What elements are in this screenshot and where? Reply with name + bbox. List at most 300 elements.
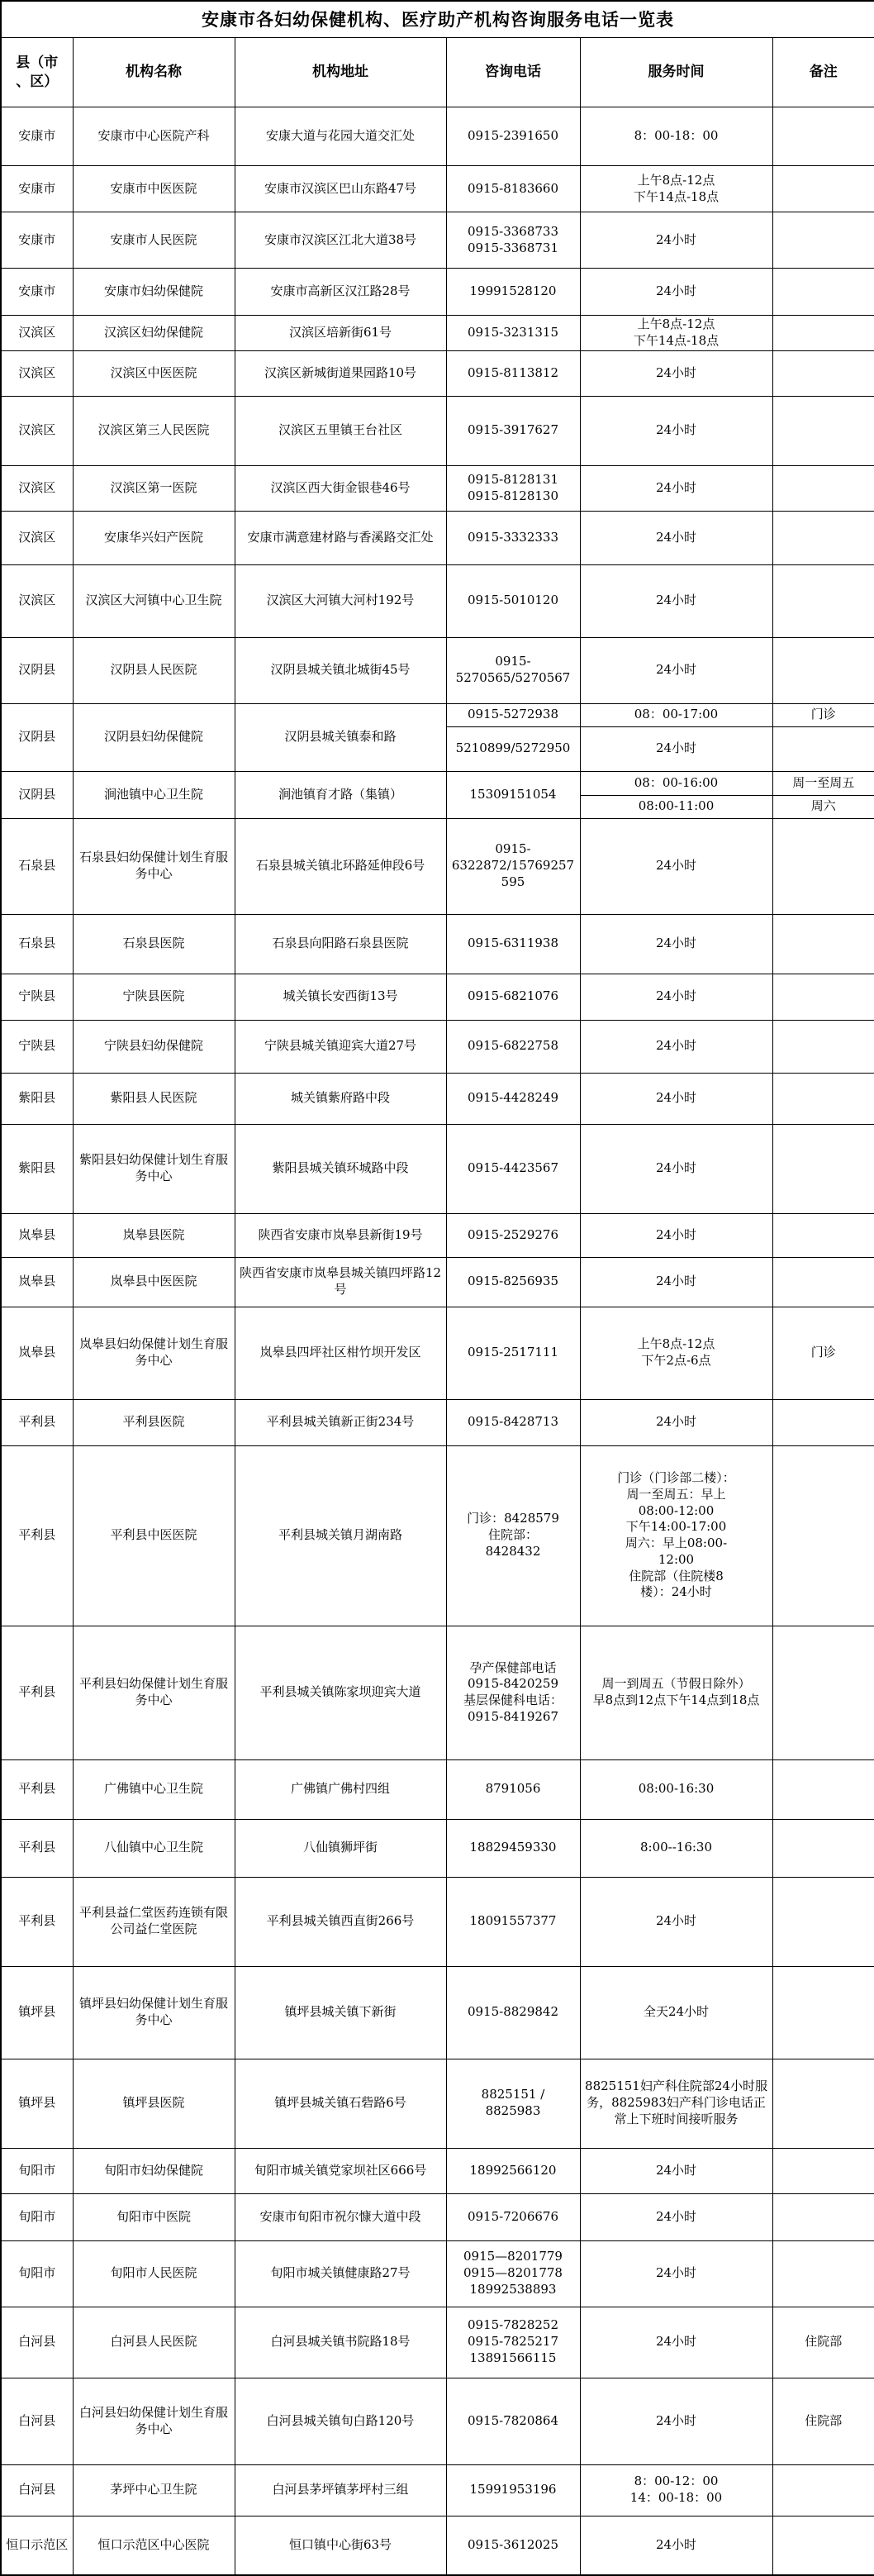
cell-service-time [580, 511, 772, 564]
cell-line: 周一至周五：早上 [626, 1486, 726, 1502]
cell-remark [772, 1877, 874, 1966]
cell-remark [772, 2516, 874, 2575]
cell-service-time [580, 818, 772, 914]
cell-service-time [580, 465, 772, 511]
cell-institution-name: 恒口示范区中心医院 [73, 2516, 235, 2575]
cell-address: 广佛镇广佛村四组 [235, 1759, 446, 1819]
cell-county: 汉滨区 [1, 350, 73, 396]
cell-institution-name: 旬阳市妇幼保健院 [73, 2148, 235, 2193]
cell-institution-name: 镇坪县妇幼保健计划生育服务中心 [73, 1966, 235, 2059]
cell-institution-name: 涧池镇中心卫生院 [73, 771, 235, 818]
cell-institution-name: 汉滨区第三人民医院 [73, 396, 235, 465]
cell-address: 白河县城关镇书院路18号 [235, 2307, 446, 2378]
cell-line: 24小时 [655, 2536, 697, 2552]
table-row [1, 1626, 874, 1759]
cell-institution-name: 广佛镇中心卫生院 [73, 1759, 235, 1819]
cell-address: 旬阳市城关镇党家坝社区666号 [235, 2148, 446, 2193]
cell-line: 门诊（门诊部二楼）： [617, 1469, 735, 1485]
cell-institution-name: 石泉县医院 [73, 914, 235, 974]
cell-line: 周一到周五（节假日除外） [601, 1676, 751, 1692]
cell-phone [446, 1213, 580, 1257]
cell-service-time [580, 1819, 772, 1877]
cell-phone [446, 914, 580, 974]
cell-institution-name: 紫阳县妇幼保健计划生育服务中心 [73, 1124, 235, 1213]
table-row [1, 771, 874, 795]
cell-county: 平利县 [1, 1759, 73, 1819]
cell-address: 汉滨区新城街道果园路10号 [235, 350, 446, 396]
cell-county: 恒口示范区 [1, 2516, 73, 2575]
table-row [1, 564, 874, 637]
cell-county: 石泉县 [1, 818, 73, 914]
cell-line: 住院部： [487, 1527, 538, 1543]
table-row [1, 269, 874, 316]
cell-line: 8825983 [485, 2103, 541, 2119]
cell-county: 平利县 [1, 1626, 73, 1759]
cell-line: 5210899/5272950 [455, 740, 571, 756]
cell-phone [446, 1073, 580, 1124]
cell-remark [772, 1626, 874, 1759]
cell-address: 城关镇紫府路中段 [235, 1073, 446, 1124]
cell-county: 安康市 [1, 212, 73, 269]
cell-line: 15991953196 [469, 2482, 557, 2497]
cell-line: 8:00--16:30 [639, 1840, 713, 1855]
cell-line: 19991528120 [469, 283, 557, 299]
cell-county: 岚皋县 [1, 1307, 73, 1399]
cell-line: 18091557377 [469, 1913, 557, 1929]
cell-line: 24小时 [655, 529, 697, 545]
table-row [1, 818, 874, 914]
cell-line: 门诊：8428579 [467, 1511, 559, 1526]
cell-service-time [580, 1877, 772, 1966]
cell-remark: 周一至周五 [772, 771, 874, 795]
cell-line: 18829459330 [469, 1840, 557, 1855]
cell-service-time [580, 166, 772, 212]
cell-line: 0915-8256935 [467, 1274, 559, 1289]
cell-service-time [580, 1257, 772, 1307]
cell-line: 0915-3368731 [467, 240, 559, 255]
cell-institution-name: 岚皋县中医医院 [73, 1257, 235, 1307]
cell-county: 安康市 [1, 269, 73, 316]
cell-address: 安康市高新区汉江路28号 [235, 269, 446, 316]
cell-line: 24小时 [655, 2208, 697, 2224]
cell-remark [772, 2240, 874, 2307]
cell-phone [446, 1626, 580, 1759]
cell-remark [772, 564, 874, 637]
cell-address: 岚皋县四坪社区柑竹坝开发区 [235, 1307, 446, 1399]
cell-line: 24小时 [655, 662, 697, 678]
cell-address: 汉滨区大河镇大河村192号 [235, 564, 446, 637]
cell-line: 0915-8428713 [467, 1414, 559, 1430]
cell-institution-name: 安康华兴妇产医院 [73, 511, 235, 564]
cell-service-time [580, 2059, 772, 2148]
cell-institution-name: 安康市中心医院产科 [73, 107, 235, 166]
cell-line: 24小时 [655, 422, 697, 438]
cell-service-time [580, 637, 772, 703]
cell-service-time [580, 1020, 772, 1073]
table-row [1, 2378, 874, 2464]
cell-phone [446, 1020, 580, 1073]
cell-phone [446, 1445, 580, 1626]
cell-address: 汉滨区培新街61号 [235, 316, 446, 351]
cell-address: 恒口镇中心街63号 [235, 2516, 446, 2575]
cell-address: 涧池镇育才路（集镇） [235, 771, 446, 818]
cell-service-time [580, 396, 772, 465]
cell-line: 县（市 [16, 55, 59, 72]
column-header-phone: 咨询电话 [446, 38, 580, 107]
cell-service-time [580, 914, 772, 974]
cell-institution-name: 汉滨区第一医院 [73, 465, 235, 511]
cell-phone [446, 1877, 580, 1966]
cell-county: 汉滨区 [1, 511, 73, 564]
cell-address: 镇坪县城关镇下新街 [235, 1966, 446, 2059]
cell-line: 08:00-12:00 [638, 1502, 715, 1518]
cell-remark [772, 396, 874, 465]
table-row [1, 107, 874, 166]
cell-address: 汉阴县城关镇泰和路 [235, 703, 446, 771]
cell-service-time [580, 212, 772, 269]
cell-line: 0915-6821076 [467, 988, 559, 1004]
column-header-county [1, 38, 73, 107]
cell-county: 紫阳县 [1, 1073, 73, 1124]
cell-phone [446, 1966, 580, 2059]
cell-phone [446, 703, 580, 726]
cell-line: 0915-4423567 [467, 1160, 559, 1176]
cell-phone [446, 2059, 580, 2148]
cell-county: 镇坪县 [1, 2059, 73, 2148]
cell-address: 白河县城关镇旬白路120号 [235, 2378, 446, 2464]
cell-institution-name: 石泉县妇幼保健计划生育服务中心 [73, 818, 235, 914]
cell-line: 08:00-11:00 [638, 798, 715, 814]
table-row [1, 1759, 874, 1819]
cell-line: 08：00-17:00 [634, 707, 719, 722]
cell-service-time [580, 2307, 772, 2378]
cell-line: 0915-2391650 [467, 128, 559, 144]
cell-address: 安康市汉滨区巴山东路47号 [235, 166, 446, 212]
table-row [1, 2193, 874, 2240]
cell-line: 上午8点-12点 [637, 317, 715, 331]
title-row [1, 1, 874, 38]
cell-line: 24小时 [655, 2162, 697, 2178]
cell-address: 汉滨区五里镇王台社区 [235, 396, 446, 465]
cell-line: 下午14:00-17:00 [625, 1519, 727, 1535]
cell-service-time [580, 269, 772, 316]
cell-institution-name: 茅坪中心卫生院 [73, 2464, 235, 2516]
cell-address: 安康市汉滨区江北大道38号 [235, 212, 446, 269]
cell-line: 18992538893 [469, 2281, 557, 2297]
cell-line: 0915-6311938 [467, 936, 559, 951]
cell-phone [446, 2464, 580, 2516]
cell-line: 14：00-18：00 [629, 2490, 723, 2506]
cell-address: 陕西省安康市岚皋县城关镇四坪路12号 [235, 1257, 446, 1307]
cell-phone [446, 637, 580, 703]
cell-line: 8428432 [485, 1543, 541, 1559]
cell-address: 白河县茅坪镇茅坪村三组 [235, 2464, 446, 2516]
cell-phone [446, 2307, 580, 2378]
cell-remark [772, 1759, 874, 1819]
cell-remark [772, 1399, 874, 1445]
cell-phone [446, 166, 580, 212]
table-row [1, 316, 874, 351]
cell-line: 24小时 [655, 1414, 697, 1430]
cell-address: 平利县城关镇陈家坝迎宾大道 [235, 1626, 446, 1759]
cell-phone [446, 1399, 580, 1445]
table-row [1, 1877, 874, 1966]
cell-line: 24小时 [655, 364, 697, 380]
cell-service-time [580, 107, 772, 166]
cell-phone [446, 726, 580, 771]
cell-remark [772, 212, 874, 269]
cell-line: 8：00-18：00 [634, 128, 719, 144]
table-row [1, 350, 874, 396]
cell-phone [446, 396, 580, 465]
cell-line: 08：00-16:00 [634, 774, 719, 790]
cell-line: 0915-8419267 [467, 1708, 559, 1724]
cell-line: 15309151054 [469, 786, 557, 802]
cell-phone [446, 511, 580, 564]
cell-line: 24小时 [655, 936, 697, 951]
cell-institution-name: 汉滨区中医医院 [73, 350, 235, 396]
cell-address: 安康大道与花园大道交汇处 [235, 107, 446, 166]
cell-remark [772, 1966, 874, 2059]
cell-service-time [580, 771, 772, 795]
cell-address: 石泉县城关镇北环路延伸段6号 [235, 818, 446, 914]
cell-address: 安康市旬阳市祝尔慷大道中段 [235, 2193, 446, 2240]
cell-line: 0915-4428249 [467, 1090, 559, 1106]
cell-county: 汉滨区 [1, 465, 73, 511]
page-title: 安康市各妇幼保健机构、医疗助产机构咨询服务电话一览表 [1, 1, 874, 38]
cell-address: 平利县城关镇新正街234号 [235, 1399, 446, 1445]
cell-address: 旬阳市城关镇健康路27号 [235, 2240, 446, 2307]
cell-line: 24小时 [655, 740, 697, 756]
cell-line: 24小时 [655, 988, 697, 1004]
cell-remark [772, 316, 874, 351]
table-row [1, 2516, 874, 2575]
table-row [1, 1257, 874, 1307]
header-row [1, 38, 874, 107]
cell-address: 汉滨区西大街金银巷46号 [235, 465, 446, 511]
cell-line: 24小时 [655, 479, 697, 495]
cell-line: 周六：早上08:00- [625, 1536, 728, 1551]
cell-line: 8：00-12：00 [634, 2474, 719, 2489]
table-row [1, 465, 874, 511]
cell-service-time [580, 1124, 772, 1213]
cell-line: 孕产保健部电话 [469, 1659, 557, 1675]
cell-service-time [580, 726, 772, 771]
cell-line: 0915-3917627 [467, 422, 559, 438]
cell-phone [446, 2516, 580, 2575]
cell-line: 0915-7820864 [467, 2412, 559, 2428]
cell-institution-name: 平利县中医医院 [73, 1445, 235, 1626]
cell-institution-name: 白河县妇幼保健计划生育服务中心 [73, 2378, 235, 2464]
cell-line: 0915-7828252 [467, 2317, 559, 2333]
cell-service-time [580, 316, 772, 351]
cell-service-time [580, 2378, 772, 2464]
cell-county: 镇坪县 [1, 1966, 73, 2059]
cell-service-time [580, 1445, 772, 1626]
cell-line: 24小时 [655, 1274, 697, 1289]
cell-phone [446, 316, 580, 351]
table-row [1, 2148, 874, 2193]
cell-line: 基层保健科电话： [463, 1693, 563, 1708]
cell-county: 汉阴县 [1, 637, 73, 703]
table-row [1, 1020, 874, 1073]
cell-phone [446, 1759, 580, 1819]
cell-remark: 住院部 [772, 2378, 874, 2464]
cell-institution-name: 宁陕县妇幼保健院 [73, 1020, 235, 1073]
column-header-address: 机构地址 [235, 38, 446, 107]
cell-institution-name: 汉阴县妇幼保健院 [73, 703, 235, 771]
cell-remark [772, 974, 874, 1020]
cell-county: 岚皋县 [1, 1213, 73, 1257]
cell-remark: 周六 [772, 795, 874, 818]
cell-line: 0915-3231315 [467, 324, 559, 340]
cell-address: 紫阳县城关镇环城路中段 [235, 1124, 446, 1213]
cell-service-time [580, 564, 772, 637]
cell-address: 城关镇长安西街13号 [235, 974, 446, 1020]
cell-line: 0915-5272938 [467, 707, 559, 722]
cell-line: 24小时 [655, 2412, 697, 2428]
cell-service-time [580, 1626, 772, 1759]
cell-county: 旬阳市 [1, 2148, 73, 2193]
cell-address: 宁陕县城关镇迎宾大道27号 [235, 1020, 446, 1073]
cell-county: 平利县 [1, 1819, 73, 1877]
cell-institution-name: 旬阳市人民医院 [73, 2240, 235, 2307]
cell-line: 24小时 [655, 2265, 697, 2281]
table-row [1, 1966, 874, 2059]
cell-county: 石泉县 [1, 914, 73, 974]
cell-phone [446, 2378, 580, 2464]
cell-line: 24小时 [655, 231, 697, 247]
cell-line: 13891566115 [469, 2350, 557, 2365]
cell-phone [446, 974, 580, 1020]
cell-remark [772, 107, 874, 166]
cell-line: 0915-5010120 [467, 593, 559, 608]
cell-county: 宁陕县 [1, 1020, 73, 1073]
cell-line: 8791056 [485, 1781, 541, 1797]
cell-line: 0915—8201779 [463, 2249, 563, 2264]
cell-remark [772, 637, 874, 703]
table-row [1, 703, 874, 726]
cell-service-time [580, 2148, 772, 2193]
cell-remark [772, 2464, 874, 2516]
cell-line: 12:00 [658, 1551, 695, 1567]
table-row [1, 1399, 874, 1445]
table-row [1, 396, 874, 465]
cell-line: 0915-6322872/15769257595 [451, 841, 575, 889]
table-body [1, 38, 874, 2576]
cell-line: 上午8点-12点 [637, 1336, 715, 1352]
cell-phone [446, 212, 580, 269]
table-row [1, 166, 874, 212]
cell-line: 24小时 [655, 1226, 697, 1242]
cell-line: 0915-8128131 [467, 471, 559, 487]
cell-line: 8825151妇产科住院部24小时服务，8825983妇产科门诊电话正常上下班时间接听服务 [585, 2078, 767, 2126]
cell-address: 镇坪县城关镇石砦路6号 [235, 2059, 446, 2148]
cell-line: 住院部（住院楼8 [629, 1568, 724, 1583]
cell-service-time [580, 2240, 772, 2307]
cell-service-time [580, 2464, 772, 2516]
table-row [1, 1307, 874, 1399]
cell-line: 0915-8420259 [467, 1676, 559, 1692]
cell-county: 岚皋县 [1, 1257, 73, 1307]
cell-line: 24小时 [655, 1090, 697, 1106]
cell-county: 平利县 [1, 1877, 73, 1966]
cell-line: 24小时 [655, 1160, 697, 1176]
cell-service-time [580, 1073, 772, 1124]
table-row [1, 2464, 874, 2516]
cell-phone [446, 2148, 580, 2193]
cell-line: 24小时 [655, 593, 697, 608]
cell-remark [772, 166, 874, 212]
cell-county: 平利县 [1, 1399, 73, 1445]
cell-institution-name: 岚皋县医院 [73, 1213, 235, 1257]
column-header-remark: 备注 [772, 38, 874, 107]
cell-remark: 门诊 [772, 1307, 874, 1399]
cell-remark [772, 465, 874, 511]
cell-address: 安康市满意建材路与香溪路交汇处 [235, 511, 446, 564]
table-row [1, 511, 874, 564]
cell-service-time [580, 974, 772, 1020]
table-row [1, 1124, 874, 1213]
cell-phone [446, 1257, 580, 1307]
table-row [1, 1819, 874, 1877]
cell-institution-name: 平利县益仁堂医药连锁有限公司益仁堂医院 [73, 1877, 235, 1966]
cell-line: 0915-3368733 [467, 223, 559, 239]
table-row [1, 914, 874, 974]
cell-phone [446, 818, 580, 914]
cell-institution-name: 白河县人民医院 [73, 2307, 235, 2378]
cell-address: 平利县城关镇月湖南路 [235, 1445, 446, 1626]
cell-remark [772, 1073, 874, 1124]
cell-line: 24小时 [655, 1913, 697, 1929]
cell-county: 汉滨区 [1, 564, 73, 637]
cell-phone [446, 1124, 580, 1213]
cell-line: 、区） [16, 73, 59, 90]
cell-remark [772, 1213, 874, 1257]
cell-institution-name: 镇坪县医院 [73, 2059, 235, 2148]
cell-remark [772, 726, 874, 771]
cell-address: 汉阴县城关镇北城街45号 [235, 637, 446, 703]
cell-county: 紫阳县 [1, 1124, 73, 1213]
cell-line: 早8点到12点下午14点到18点 [592, 1693, 760, 1708]
cell-phone [446, 771, 580, 818]
cell-phone [446, 465, 580, 511]
cell-line: 24小时 [655, 1038, 697, 1054]
cell-phone [446, 107, 580, 166]
cell-institution-name: 岚皋县妇幼保健计划生育服务中心 [73, 1307, 235, 1399]
cell-remark [772, 2148, 874, 2193]
cell-line: 0915—8201778 [463, 2265, 563, 2281]
cell-address: 平利县城关镇西直街266号 [235, 1877, 446, 1966]
cell-county: 白河县 [1, 2307, 73, 2378]
cell-institution-name: 安康市妇幼保健院 [73, 269, 235, 316]
cell-county: 汉阴县 [1, 703, 73, 771]
cell-line: 下午2点-6点 [641, 1353, 711, 1369]
cell-remark [772, 914, 874, 974]
cell-line: 0915-8113812 [467, 364, 559, 380]
cell-phone [446, 1819, 580, 1877]
cell-line: 0915-8128130 [467, 488, 559, 503]
cell-county: 汉滨区 [1, 316, 73, 351]
cell-institution-name: 平利县医院 [73, 1399, 235, 1445]
cell-remark [772, 1020, 874, 1073]
cell-service-time [580, 1759, 772, 1819]
cell-line: 0915-5270565/5270567 [455, 654, 571, 686]
cell-line: 0915-2529276 [467, 1226, 559, 1242]
cell-remark [772, 511, 874, 564]
cell-line: 8825151 / [481, 2087, 545, 2102]
cell-remark [772, 2193, 874, 2240]
